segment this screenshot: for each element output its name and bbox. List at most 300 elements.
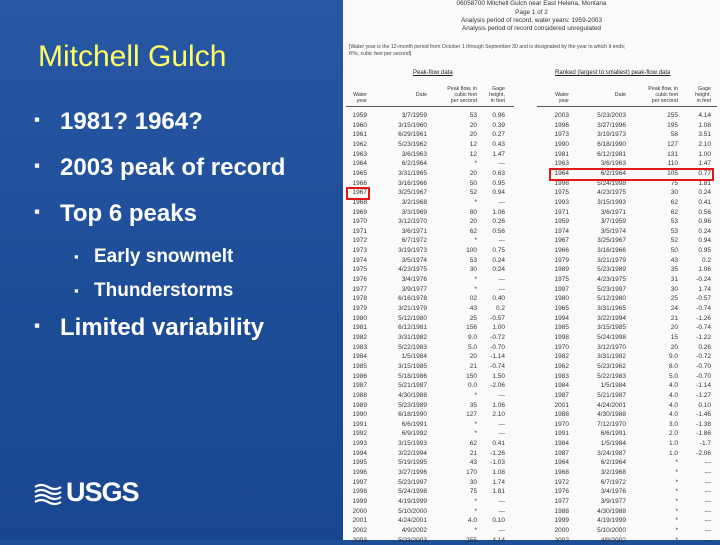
right-table-cell: 3/21/1979 [597,256,626,264]
right-table-cell: 0.95 [698,247,711,255]
left-table-cell: 52 [469,189,477,197]
left-table-cell: 0.41 [492,440,505,448]
doc-header-line: 06058700 Mitchell Gulch near East Helena, Montana [456,0,607,7]
right-table-cell: 53 [670,227,678,235]
right-table-cell: 1973 [554,131,569,139]
left-table-cell: 1984 [352,353,367,361]
right-table-cell: 1988 [554,411,569,419]
right-table-cell: -1.7 [699,440,711,448]
left-table-cell: 3/31/1982 [398,333,427,341]
bullet-text: 2003 peak of record [60,154,286,181]
left-table-cell: --- [498,420,505,428]
left-table-cell: 3/4/1976 [401,276,427,284]
left-table-cell: --- [498,160,505,168]
right-table-cell: 1975 [554,189,569,197]
right-table-cell: 3.0 [668,420,678,428]
left-column-header: Date [415,92,427,98]
left-table-cell: 3/15/1985 [398,362,427,370]
right-table-cell: 2003 [554,112,569,119]
left-table-cell: 2001 [352,517,367,525]
left-table-cell: 6/7/1972 [401,237,427,245]
left-table-cell: 3/25/1967 [398,189,427,197]
right-table-cell: 1.06 [698,266,711,274]
left-table-cell: 0.56 [492,227,505,235]
left-table-cell: 3/6/1963 [401,150,427,158]
left-table-cell: 1.81 [492,488,505,496]
left-table-cell: 75 [469,488,477,496]
left-table-cell: 3/16/1966 [398,179,427,187]
left-table-cell: 20 [469,121,477,129]
right-table-cell: 2.10 [698,140,711,148]
right-table-cell: --- [704,517,711,525]
left-table-cell: 4/30/1988 [398,391,427,399]
right-table-cell: 4/19/1999 [597,517,626,525]
right-table-cell: 3/15/1985 [597,324,626,332]
right-table-cell: -1.14 [696,382,711,390]
right-column-header: Date [614,92,626,98]
right-table-cell: 1970 [554,420,569,428]
left-table-cell: 0.2 [495,305,505,312]
right-table-cell: * [675,469,678,477]
left-table-cell: 1.47 [492,150,505,158]
right-table-cell: 5/23/1989 [597,266,626,274]
left-table-cell: 3/19/1973 [398,247,427,255]
left-table-cell: 5/23/1997 [398,478,427,486]
right-table-cell: 1998 [554,333,569,341]
right-table-cell: 0.10 [698,401,711,409]
right-table-cell: * [675,517,678,525]
right-table-cell: 1.47 [698,160,711,168]
left-table-cell: 4/9/2002 [401,526,427,534]
left-table-cell: * [474,507,477,515]
left-table-cell: 6/2/1964 [401,160,427,168]
left-table-cell: 2.10 [492,411,505,419]
right-table-cell: -0.70 [696,372,711,380]
right-table-cell: 105 [667,169,678,177]
right-table-cell: 6/12/1981 [597,150,626,158]
left-table-cell: 1.50 [492,372,505,380]
left-table-cell: * [474,526,477,534]
left-table-cell: 3/15/1993 [398,440,427,448]
left-table-cell: 4/23/1975 [398,266,427,274]
left-table-cell: 6/29/1961 [398,131,427,139]
left-table-cell: 2003 [352,536,367,544]
right-table-cell: -1.26 [696,314,711,322]
left-column-header: Water year [353,92,367,104]
left-table-cell: 1989 [352,401,367,409]
left-table-cell: 1.06 [492,208,505,216]
left-table-cell: 4.0 [467,517,477,525]
right-table-cell: 5/12/1980 [597,295,626,303]
left-table-cell: 1974 [352,256,367,264]
right-table-cell: 1976 [554,488,569,496]
right-table-cell: -1.86 [696,430,711,438]
left-table-cell: 80 [469,208,477,216]
left-table-cell: 62 [469,227,477,235]
right-table-cell: 3/22/1994 [597,314,626,322]
left-table-cell: --- [498,198,505,206]
left-table-cell: 5.0 [467,343,477,351]
right-table-cell: 3/6/1971 [600,208,626,216]
right-table-cell: 1980 [554,295,569,303]
left-table-cell: 5/12/1980 [398,314,427,322]
left-table-cell: 0.94 [492,189,505,197]
left-table-cell: 1985 [352,362,367,370]
left-table-cell: 35 [469,401,477,409]
right-table-cell: 3/9/1977 [600,498,626,505]
right-table-cell: 1987 [554,449,569,457]
left-table-cell: 5/22/1983 [398,343,427,351]
left-table-cell: 5/23/2003 [398,536,427,544]
right-table-cell: -1.46 [696,411,711,419]
right-table-cell: -1.22 [696,333,711,341]
right-table-cell: 1.00 [698,150,711,158]
right-table-cell: 0.94 [698,237,711,245]
left-table-cell: 4.14 [492,536,505,544]
left-table-cell: 150 [466,372,477,380]
left-column-header: Peak flow, in cubic feet per second [447,86,477,104]
left-table-cell: * [474,391,477,399]
right-table-cell: 0.24 [698,189,711,197]
bullet-marker: ▪ [74,249,79,264]
right-table-cell: 3/12/1970 [597,343,626,351]
left-table-cell: 12 [469,140,477,148]
left-table-cell: 6/6/1991 [401,420,427,428]
right-table-cell: * [675,498,678,505]
right-table-cell: 62 [670,208,678,216]
right-table-cell: 3/31/1965 [597,305,626,312]
right-table-cell: 3/7/1959 [600,218,626,226]
left-table-cell: 1975 [352,266,367,274]
right-table-cell: 1/5/1984 [600,382,626,390]
right-table-cell: -0.24 [696,276,711,284]
left-table-cell: 21 [469,449,477,457]
left-table-cell: 3/27/1996 [398,469,427,477]
right-table-cell: 15 [670,333,678,341]
left-table-cell: --- [498,526,505,534]
left-table-cell: 1967 [352,189,367,197]
left-table-cell: 1986 [352,372,367,380]
left-table-cell: 1/5/1984 [401,353,427,361]
right-table-cell: 5/23/2003 [597,112,626,119]
right-table-cell: * [675,478,678,486]
bullet-marker: ▪ [34,316,41,335]
left-table-cell: 3/15/1960 [398,121,427,129]
left-table-cell: 62 [469,440,477,448]
left-table-cell: 255 [466,536,477,544]
right-table-cell: --- [704,478,711,486]
right-table-cell: 0.26 [698,343,711,351]
right-table-cell: 1.0 [668,449,678,457]
right-table-cell: 4.0 [668,411,678,419]
right-table-cell: 1.74 [698,285,711,293]
left-table-cell: -0.72 [490,333,505,341]
left-table-cell: 1959 [352,112,367,119]
left-column-header: Gage height, in feet [489,86,505,104]
left-table-cell: 1999 [352,498,367,505]
left-table-cell: 1994 [352,449,367,457]
left-table-cell: 30 [469,266,477,274]
right-table-cell: 9.0 [668,353,678,361]
left-table-cell: 0.75 [492,247,505,255]
left-table-cell: 0.43 [492,140,505,148]
right-table-cell: 1.08 [698,121,711,129]
right-table-cell: 1975 [554,276,569,284]
right-table-cell: 4/30/1988 [597,411,626,419]
bullet-item [34,154,286,200]
right-table-cell: 1979 [554,256,569,264]
left-table-cell: * [474,285,477,293]
right-table-cell: -2.06 [696,449,711,457]
left-table-cell: 0.39 [492,121,505,129]
left-table-cell: 20 [469,131,477,139]
left-table-cell: 1976 [352,276,367,284]
left-table-cell: 5/19/1995 [398,459,427,467]
right-table-cell: 1962 [554,362,569,370]
right-table-cell: 5/21/1987 [597,391,626,399]
left-table-cell: 1983 [352,343,367,351]
right-table-cell: 3.51 [698,131,711,139]
right-table-cell: 4/23/1975 [597,276,626,284]
left-table-cell: 6/12/1981 [398,324,427,332]
right-table-cell: -0.74 [696,324,711,332]
right-table-cell: 62 [670,198,678,206]
left-table-cell: -1.03 [490,459,505,467]
left-table-cell: 1964 [352,160,367,168]
left-table-cell: 3/3/1969 [401,208,427,216]
left-table-cell: 127 [466,411,477,419]
right-table-cell: 6/7/1972 [600,478,626,486]
right-table-cell: --- [704,459,711,467]
left-table-cell: 2002 [352,526,367,534]
left-table-cell: 6/18/1990 [398,411,427,419]
left-table-cell: 1996 [352,469,367,477]
right-column-header: Water year [555,92,569,104]
right-table-cell: -0.57 [696,295,711,303]
right-table-cell: 53 [670,218,678,226]
left-table-cell: 5/18/1986 [398,372,427,380]
right-table-cell: 1977 [554,498,569,505]
left-table-cell: 3/21/1979 [398,305,427,312]
left-table-cell: --- [498,285,505,293]
right-table-cell: 4.0 [668,391,678,399]
right-table-cell: 52 [670,237,678,245]
right-table-cell: 5.0 [668,372,678,380]
left-table-cell: 0.27 [492,131,505,139]
usgs-logo-text: USGS [66,477,139,507]
right-table-cell: 1/5/1984 [600,440,626,448]
left-table-cell: 0.63 [492,169,505,177]
left-table-cell: 1.74 [492,478,505,486]
right-table-cell: 3/6/1963 [600,160,626,168]
right-table-cell: 1993 [554,198,569,206]
doc-note-line: [Water year is the 12-month period from October 1 through September 30 and is designated by the year in which it ends; [349,44,626,50]
left-table-cell: 20 [469,169,477,177]
left-table-cell: 1969 [352,208,367,216]
bullet-list [34,108,286,360]
left-table-cell: -0.57 [490,314,505,322]
right-table-cell: 5/23/1962 [597,362,626,370]
right-table-cell: 1989 [554,266,569,274]
header-rule [537,106,717,107]
left-table-cell: 1966 [352,179,367,187]
right-table-cell: 1984 [554,382,569,390]
left-table-cell: 6/9/1992 [401,430,427,438]
right-table-cell: 8.0 [668,362,678,370]
right-table-cell: 3/19/1973 [597,131,626,139]
right-table-cell: 5/22/1983 [597,372,626,380]
left-table-cell: 0.24 [492,256,505,264]
right-table-cell: 20 [670,324,678,332]
bullet-marker: ▪ [34,156,41,175]
left-table-cell: 0.0 [467,382,477,390]
right-table-cell: 5/24/1998 [597,179,626,187]
usgs-wave-icon [34,483,62,505]
doc-note-line: ft³/s, cubic feet per second] [349,51,412,57]
right-table-cell: * [675,488,678,496]
right-table-cell: 195 [667,121,678,129]
bullet-text: 1981? 1964? [60,108,203,135]
peak-flow-document [343,0,720,544]
right-table-cell: --- [704,536,711,544]
left-table-cell: 1988 [352,391,367,399]
highlight-box-right [549,168,714,181]
right-table-cell: 4/24/2001 [597,401,626,409]
bullet-item [34,108,203,154]
right-table-cell: 6/2/1964 [600,459,626,467]
right-table-cell: 3/24/1987 [597,449,626,457]
right-table-cell: 5/10/2000 [597,526,626,534]
right-table-cell: 4.14 [698,112,711,119]
bullet-marker: ▪ [34,202,41,221]
right-table-cell: 4/23/1975 [597,189,626,197]
left-table-cell: 1990 [352,411,367,419]
left-table-cell: 1968 [352,198,367,206]
left-table-cell: 1977 [352,285,367,293]
right-table-cell: 2.0 [668,430,678,438]
right-table-cell: --- [704,469,711,477]
left-table-cell: 3/22/1994 [398,449,427,457]
right-table-cell: 1965 [554,305,569,312]
right-table-cell: 0.77 [698,169,711,177]
left-table-cell: 1998 [352,488,367,496]
left-table-cell: --- [498,276,505,284]
right-section-title: Ranked (largest to smallest) peak-flow data [555,70,671,76]
right-table-cell: -0.72 [696,353,711,361]
right-table-cell: 1999 [554,517,569,525]
left-table-cell: 12 [469,150,477,158]
left-table-cell: * [474,198,477,206]
right-table-cell: 1991 [554,430,569,438]
left-table-cell: * [474,430,477,438]
left-table-cell: 170 [466,469,477,477]
right-table-cell: 255 [667,112,678,119]
right-table-cell: 30 [670,285,678,293]
right-table-cell: 3/25/1967 [597,237,626,245]
left-table-cell: 1.06 [492,401,505,409]
right-table-cell: 0.2 [701,256,711,264]
left-table-cell: 156 [466,324,477,332]
left-table-cell: -0.74 [490,362,505,370]
right-table-cell: 3/31/1982 [597,353,626,361]
left-table-cell: 1970 [352,218,367,226]
left-table-cell: 21 [469,362,477,370]
right-table-cell: -0.70 [696,362,711,370]
right-table-cell: 1996 [554,121,569,129]
left-table-cell: 20 [469,353,477,361]
left-table-cell: 1972 [352,237,367,245]
right-table-cell: 110 [667,160,678,168]
left-table-cell: 1.08 [492,469,505,477]
right-table-cell: 1994 [554,314,569,322]
left-table-cell: 5/21/1987 [398,382,427,390]
bullet-marker: ▪ [34,110,41,129]
left-table-cell: --- [498,507,505,515]
left-table-cell: 1991 [352,420,367,428]
right-table-cell: * [675,526,678,534]
right-table-cell: 35 [670,266,678,274]
left-table-cell: 1.00 [492,324,505,332]
right-table-cell: -0.74 [696,305,711,312]
right-table-cell: * [675,536,678,544]
left-table-cell: 0.24 [492,266,505,274]
left-table-cell: 3/9/1977 [401,285,427,293]
right-table-cell: 3/5/1974 [600,227,626,235]
right-table-cell: 4/9/2002 [600,536,626,544]
right-table-cell: 6/18/1990 [597,140,626,148]
right-table-cell: 24 [670,305,678,312]
left-table-cell: 1965 [352,169,367,177]
left-table-cell: 20 [469,218,477,226]
bullet-text: Limited variability [60,314,265,341]
left-table-cell: 5/23/1962 [398,140,427,148]
right-table-cell: -1.27 [696,391,711,399]
right-table-cell: 1974 [554,227,569,235]
left-table-cell: 1993 [352,440,367,448]
right-table-cell: --- [704,498,711,505]
left-table-cell: 1978 [352,295,367,303]
right-table-cell: * [675,507,678,515]
left-table-cell: 5/10/2000 [398,507,427,515]
left-table-cell: 1971 [352,227,367,235]
left-table-cell: 3/31/1965 [398,169,427,177]
left-table-cell: 1960 [352,121,367,129]
left-table-cell: 1962 [352,140,367,148]
right-table-cell: 3/2/1968 [600,469,626,477]
right-table-cell: 1972 [554,478,569,486]
right-table-cell: 1982 [554,353,569,361]
left-table-cell: 1963 [352,150,367,158]
right-table-cell: 50 [670,247,678,255]
right-table-cell: 0.96 [698,218,711,226]
left-table-cell: -2.06 [490,382,505,390]
left-table-cell: 4/24/2001 [398,517,427,525]
right-table-cell: 30 [670,189,678,197]
left-table-cell: 100 [466,247,477,255]
right-table-cell: 1984 [554,440,569,448]
right-table-cell: --- [704,488,711,496]
left-table-cell: 30 [469,478,477,486]
left-table-cell: 50 [469,179,477,187]
left-table-cell: --- [498,498,505,505]
left-table-cell: 1979 [352,305,367,312]
left-table-cell: 1992 [352,430,367,438]
right-table-cell: 5/24/1998 [597,333,626,341]
left-table-cell: 6/16/1978 [398,295,427,303]
left-table-cell: 1995 [352,459,367,467]
right-column-header: Gage height, in feet [695,86,711,104]
left-table-cell: 0.40 [492,295,505,303]
